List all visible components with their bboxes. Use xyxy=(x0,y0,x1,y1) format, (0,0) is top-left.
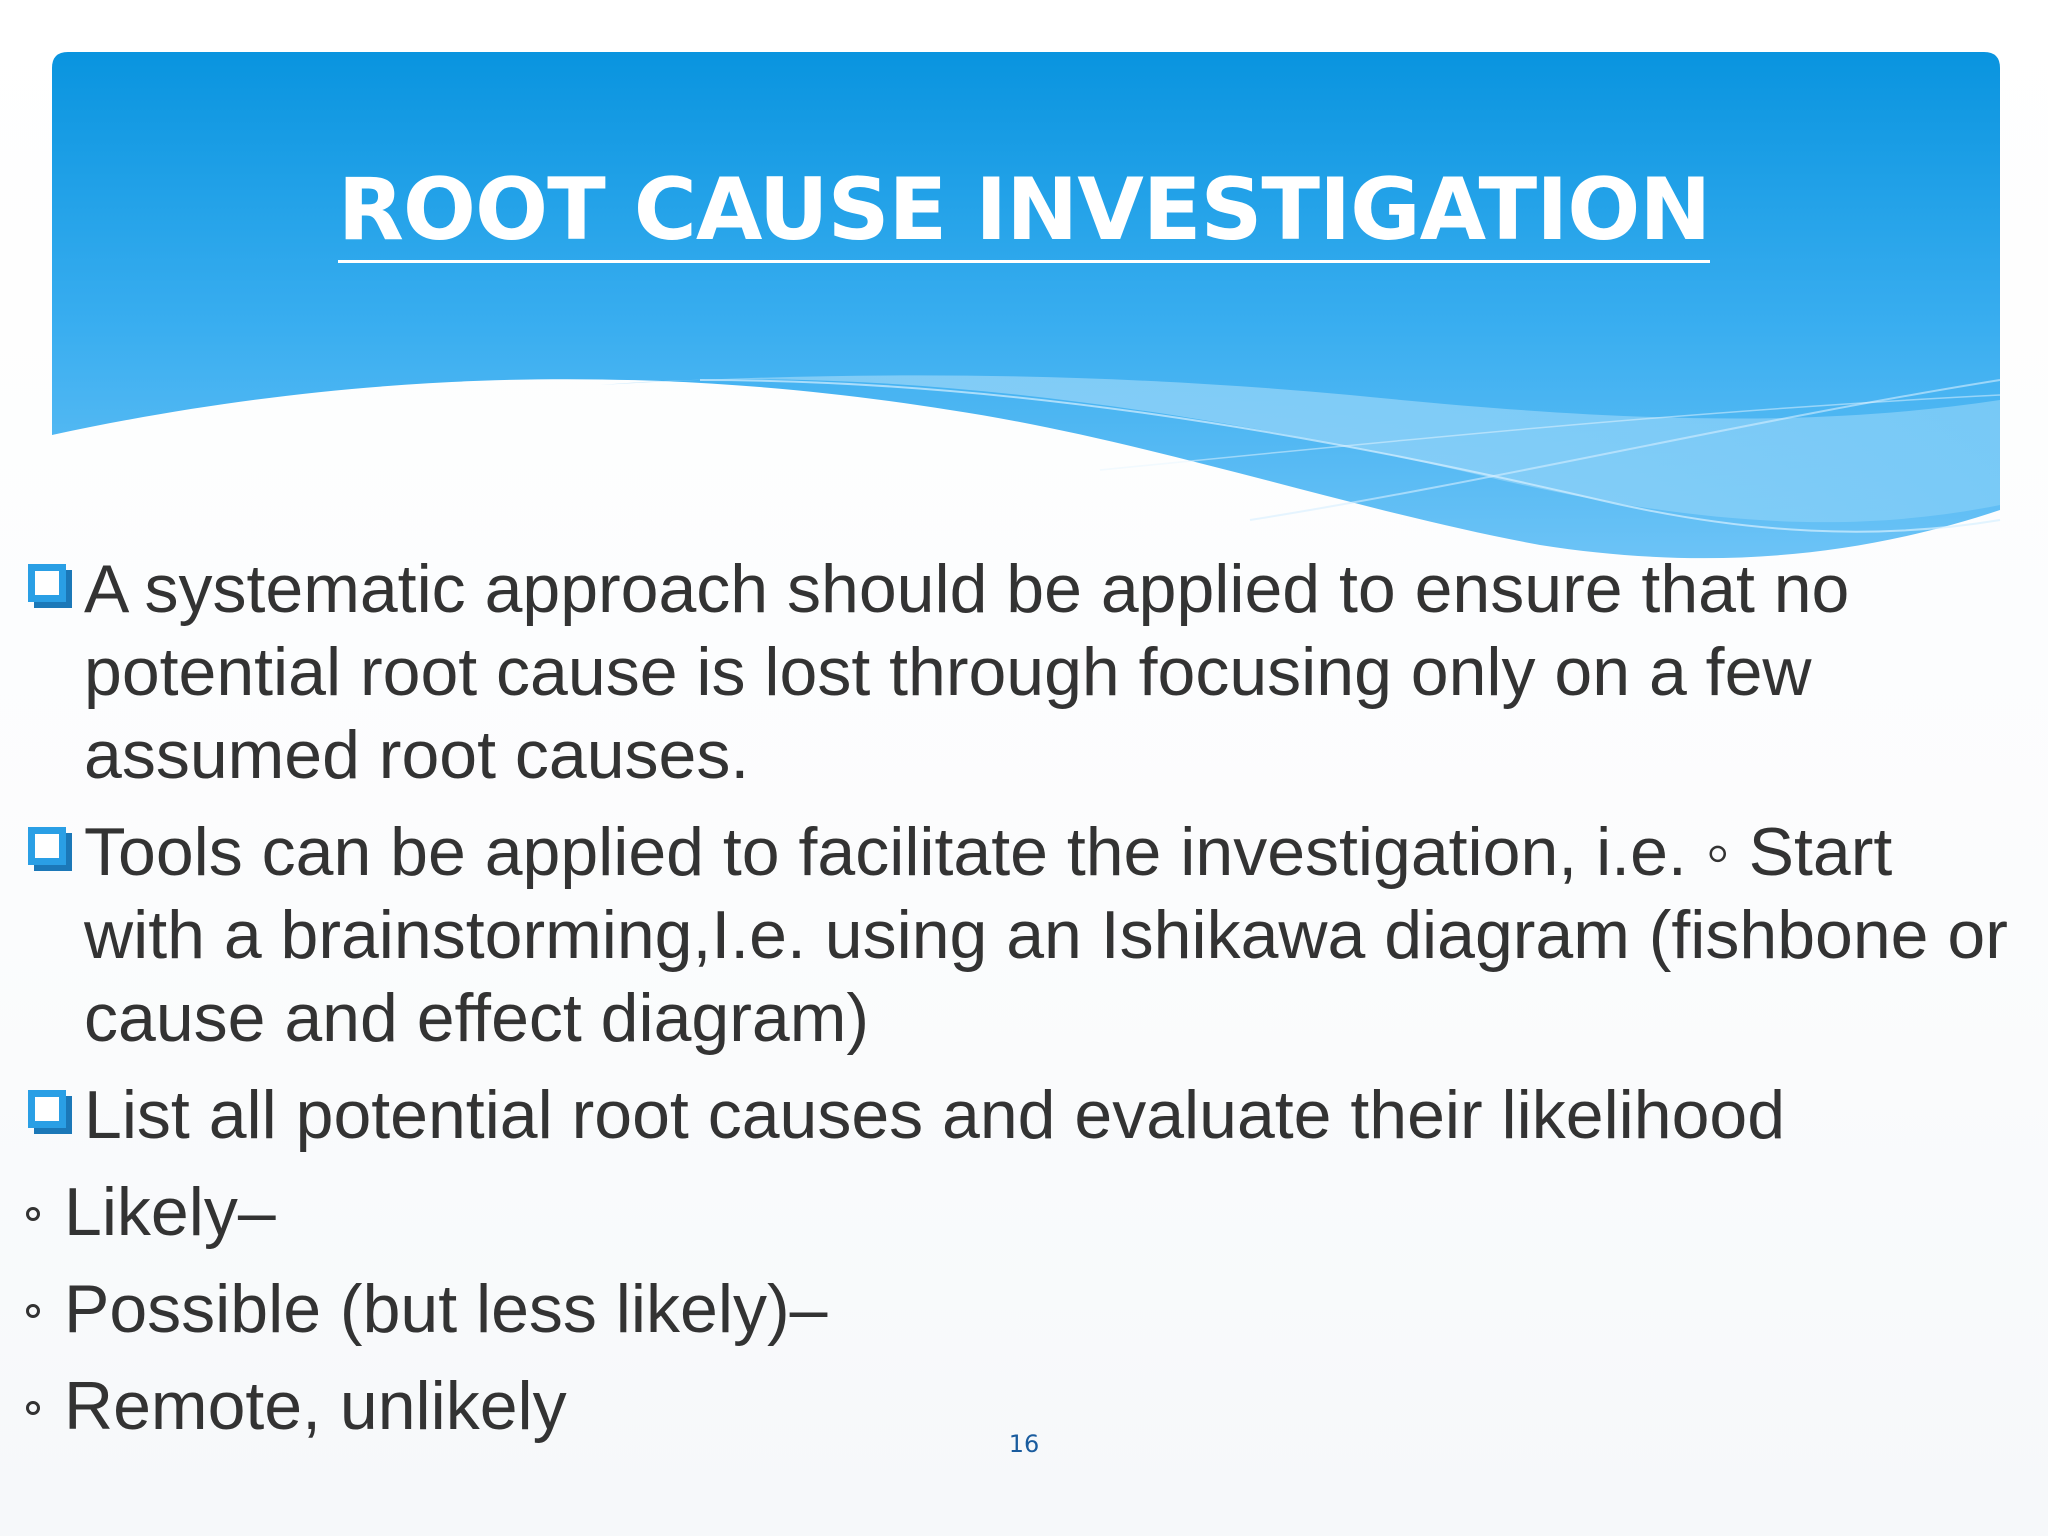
sub-item-text: Possible (but less likely)– xyxy=(64,1271,828,1347)
bullet-text: Tools can be applied to facilitate the investigation, i.e. ◦ Start with a brainstorming,I.e. using an Ishikawa diagram (fishbone or cause and effect diagram) xyxy=(84,814,2008,1056)
bullet-item xyxy=(22,548,2032,797)
sub-item-text: Remote, unlikely xyxy=(64,1368,567,1444)
header-banner xyxy=(0,0,2048,600)
checkbox-square-icon xyxy=(28,564,66,602)
slide-title: ROOT CAUSE INVESTIGATION xyxy=(0,160,2048,260)
slide-body xyxy=(22,548,2032,1462)
bullet-item xyxy=(22,1074,2032,1157)
hollow-circle-icon xyxy=(26,1304,40,1318)
checkbox-square-icon xyxy=(28,827,66,865)
bullet-text: List all potential root causes and evaluate their likelihood xyxy=(84,1077,1786,1153)
hollow-circle-icon xyxy=(26,1401,40,1415)
sub-item-text: Likely– xyxy=(64,1174,276,1250)
bullet-text: A systematic approach should be applied to ensure that no potential root cause is lost through focusing only on a few assumed root causes. xyxy=(84,551,1850,793)
page-number: 16 xyxy=(1008,1430,1040,1458)
checkbox-square-icon xyxy=(28,1090,66,1128)
sub-item xyxy=(22,1171,2032,1254)
hollow-circle-icon xyxy=(26,1207,40,1221)
bullet-item xyxy=(22,811,2032,1060)
sub-item xyxy=(22,1268,2032,1351)
